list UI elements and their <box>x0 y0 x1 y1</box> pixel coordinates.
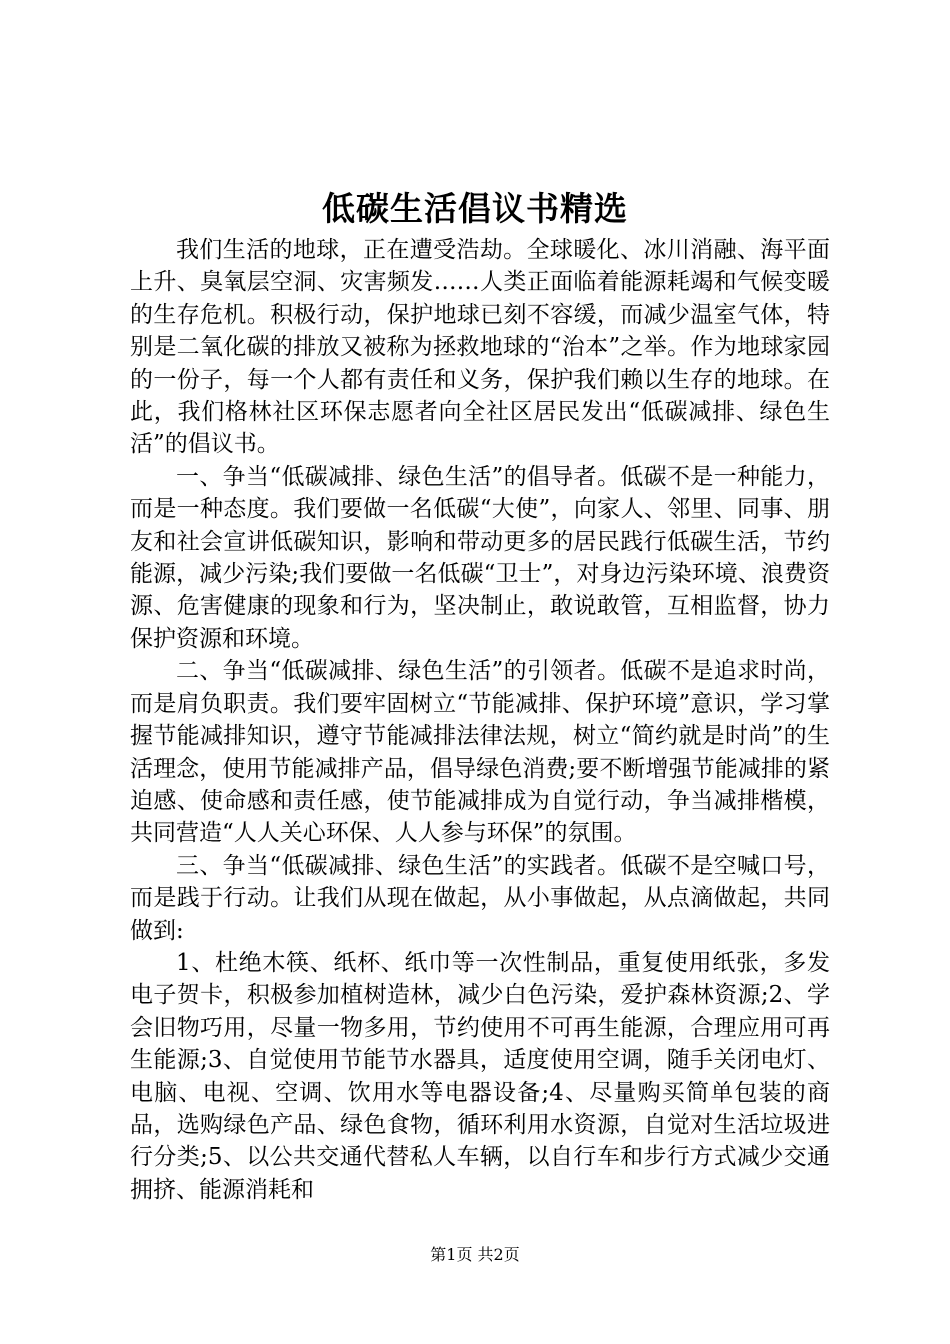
paragraph-leader: 二、争当“低碳减排、绿色生活”的引领者。低碳不是追求时尚，而是肩负职责。我们要牢固树立“节能减排、保护环境”意识，学习掌握节能减排知识，遵守节能减排法律法规，树立“简约就是时尚”的生活理念，使用节能减排产品，倡导绿色消费;要不断增强节能减排的紧迫感、使命感和责任感，使节能减排成为自觉行动，争当减排楷模，共同营造“人人关心环保、人人参与环保”的氛围。 <box>130 658 830 847</box>
document-title: 低碳生活倡议书精选 <box>322 189 628 228</box>
paragraph-action-list: 1、杜绝木筷、纸杯、纸巾等一次性制品，重复使用纸张，多发电子贺卡，积极参加植树造林，减少白色污染，爱护森林资源;2、学会旧物巧用，尽量一物多用，节约使用不可再生能源，合理应用可再生能源;3、自觉使用节能节水器具，适度使用空调，随手关闭电灯、电脑、电视、空调、饮用水等电器设备;4、尽量购买简单包装的商品，选购绿色产品、绿色食物，循环利用水资源，自觉对生活垃圾进行分类;5、以公共交通代替私人车辆，以自行车和步行方式减少交通拥挤、能源消耗和 <box>130 949 830 1203</box>
paragraph-advocate: 一、争当“低碳减排、绿色生活”的倡导者。低碳不是一种能力，而是一种态度。我们要做一名低碳“大使”，向家人、邻里、同事、朋友和社会宣讲低碳知识，影响和带动更多的居民践行低碳生活，节约能源，减少污染;我们要做一名低碳“卫士”，对身边污染环境、浪费资源、危害健康的现象和行为，坚决制止，敢说敢管，互相监督，协力保护资源和环境。 <box>130 463 830 652</box>
paragraph-practitioner: 三、争当“低碳减排、绿色生活”的实践者。低碳不是空喊口号，而是践于行动。让我们从现在做起，从小事做起，从点滴做起，共同做到: <box>130 852 830 944</box>
paragraph-intro: 我们生活的地球，正在遭受浩劫。全球暖化、冰川消融、海平面上升、臭氧层空洞、灾害频发……人类正面临着能源耗竭和气候变暖的生存危机。积极行动，保护地球已刻不容缓，而减少温室气体，特别是二氧化碳的排放又被称为拯救地球的“治本”之举。作为地球家园的一份子，每一个人都有责任和义务，保护我们赖以生存的地球。在此，我们格林社区环保志愿者向全社区居民发出“低碳减排、绿色生活”的倡议书。 <box>130 237 830 458</box>
page-indicator: 第1页 共2页 <box>430 1245 520 1264</box>
document-body <box>130 234 830 1206</box>
